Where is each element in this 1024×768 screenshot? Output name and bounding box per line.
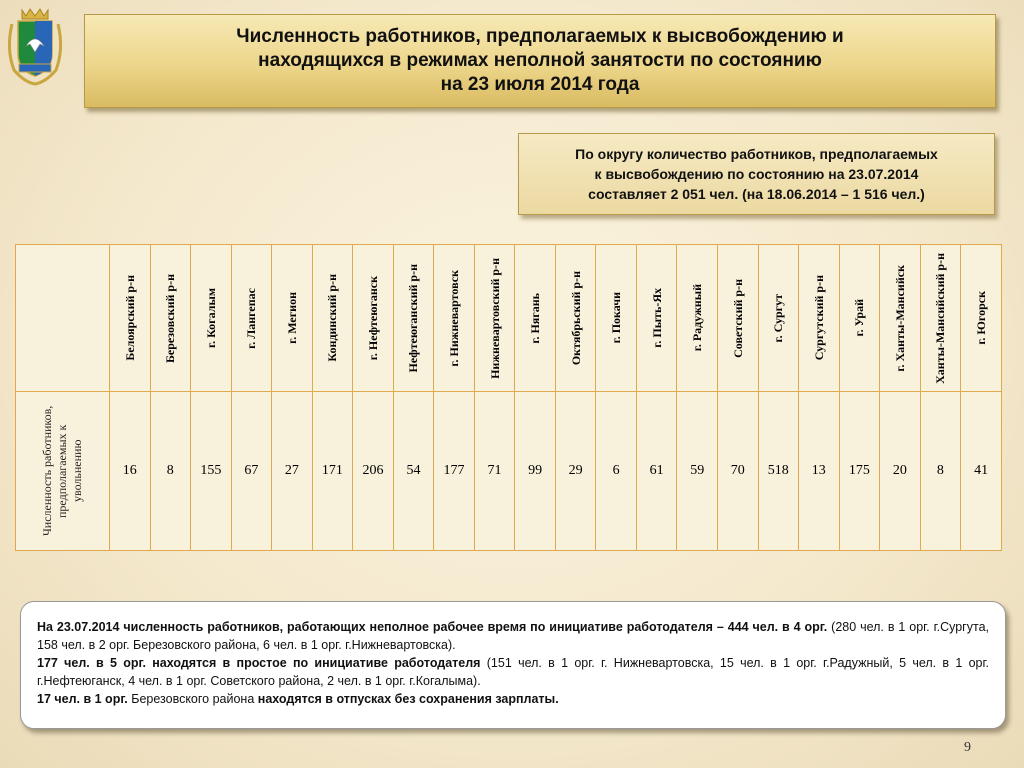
note-2-text: (151 чел. в 1 орг. г. Нижневартовска, 15 чел. в 1 орг. г.Радужный, 5 чел. в 1 орг. г.Нефтеюганск, 4 чел. в 1 орг. Советского района, 2 чел. в 1 орг. г.Когалыма). <box>37 656 989 688</box>
column-header-label: г. Пыть-Ях <box>649 288 664 348</box>
column-header <box>474 245 515 392</box>
table-cell: 99 <box>515 392 556 551</box>
header-corner-cell <box>16 245 110 392</box>
title-line-2: находящихся в режимах неполной занятости по состоянию <box>258 50 822 71</box>
table-cell: 67 <box>231 392 272 551</box>
note-1-text: (280 чел. в 1 орг. г.Сургута, 158 чел. в 2 орг. Березовского района, 6 чел. в 1 орг. г.Нижневартовска). <box>37 620 989 652</box>
column-header <box>272 245 313 392</box>
column-header-label: г. Нягань <box>528 292 543 344</box>
table-cell: 175 <box>839 392 880 551</box>
column-header-label: г. Сургут <box>771 293 786 343</box>
note-paragraph-1 <box>37 618 989 654</box>
summary-callout <box>518 133 995 215</box>
note-1-bold: На 23.07.2014 численность работников, работающих неполное рабочее время по инициативе работодателя – 444 чел. в 4 орг. <box>37 620 828 634</box>
summary-line-2: к высвобождению по состоянию на 23.07.2014 <box>594 166 919 182</box>
table-cell: 70 <box>717 392 758 551</box>
note-2-bold: 177 чел. в 5 орг. находятся в простое по инициативе работодателя <box>37 656 481 670</box>
table-cell: 8 <box>920 392 961 551</box>
dismissal-table <box>15 244 1002 551</box>
column-header-label: Советский р-н <box>730 278 745 358</box>
note-3-bold-a: 17 чел. в 1 орг. <box>37 692 128 706</box>
note-3-bold-b: находятся в отпусках без сохранения зарплаты. <box>257 692 559 706</box>
column-header-label: г. Урай <box>852 299 867 337</box>
column-header <box>393 245 434 392</box>
table-cell: 13 <box>799 392 840 551</box>
table-cell: 29 <box>555 392 596 551</box>
slide-title <box>84 14 996 108</box>
column-header-label: Нижневартовский р-н <box>487 257 502 379</box>
summary-line-1: По округу количество работников, предполагаемых <box>575 146 938 162</box>
column-header-label: Белоярский р-н <box>122 275 137 361</box>
title-line-1: Численность работников, предполагаемых к высвобождению и <box>236 26 844 47</box>
column-header <box>596 245 637 392</box>
column-header <box>150 245 191 392</box>
table-cell: 41 <box>961 392 1002 551</box>
column-header-label: Кондинский р-н <box>325 274 340 362</box>
table-row <box>16 392 1002 551</box>
table-cell: 20 <box>880 392 921 551</box>
column-header-label: Березовский р-н <box>163 273 178 363</box>
table-cell: 155 <box>191 392 232 551</box>
column-header <box>110 245 151 392</box>
column-header-label: Нефтеюганский р-н <box>406 263 421 373</box>
column-header <box>636 245 677 392</box>
table-cell: 177 <box>434 392 475 551</box>
row-label: Численность работников, предполагаемых к увольнению <box>40 405 84 537</box>
column-header-label: г. Ханты-Мансийск <box>892 264 907 372</box>
notes-panel <box>20 601 1006 729</box>
table-cell: 16 <box>110 392 151 551</box>
column-header-label: Октябрьский р-н <box>568 270 583 366</box>
table-cell: 518 <box>758 392 799 551</box>
column-header <box>839 245 880 392</box>
column-header-label: Сургутский р-н <box>811 275 826 361</box>
note-3-text: Березовского района <box>127 692 258 706</box>
column-header-label: г. Югорск <box>974 291 989 345</box>
column-header <box>799 245 840 392</box>
column-header-label: г. Нефтеюганск <box>365 275 380 361</box>
column-header <box>961 245 1002 392</box>
table-cell: 54 <box>393 392 434 551</box>
column-header-label: г. Когалым <box>203 287 218 349</box>
page-number: 9 <box>964 740 971 755</box>
column-header <box>231 245 272 392</box>
note-paragraph-3 <box>37 690 989 708</box>
column-header <box>353 245 394 392</box>
column-header-label: г. Нижневартовск <box>447 269 462 367</box>
column-header <box>191 245 232 392</box>
table-cell: 59 <box>677 392 718 551</box>
row-label-cell <box>16 392 110 551</box>
table-header-row <box>16 245 1002 392</box>
column-header <box>677 245 718 392</box>
note-paragraph-2 <box>37 654 989 690</box>
table-cell: 71 <box>474 392 515 551</box>
summary-line-3: составляет 2 051 чел. (на 18.06.2014 – 1 516 чел.) <box>588 186 925 202</box>
column-header <box>758 245 799 392</box>
coat-of-arms-emblem <box>4 4 66 86</box>
column-header-label: г. Мегион <box>284 292 299 344</box>
column-header-label: г. Радужный <box>690 284 705 352</box>
table-cell: 6 <box>596 392 637 551</box>
column-header <box>880 245 921 392</box>
table-cell: 171 <box>312 392 353 551</box>
table-cell: 206 <box>353 392 394 551</box>
table-cell: 27 <box>272 392 313 551</box>
column-header <box>920 245 961 392</box>
column-header <box>717 245 758 392</box>
column-header <box>312 245 353 392</box>
column-header <box>515 245 556 392</box>
title-line-3: на 23 июля 2014 года <box>440 74 640 95</box>
column-header <box>434 245 475 392</box>
column-header-label: Ханты-Мансийский р-н <box>933 252 948 384</box>
table-cell: 61 <box>636 392 677 551</box>
column-header <box>555 245 596 392</box>
table-cell: 8 <box>150 392 191 551</box>
column-header-label: г. Лангепас <box>244 287 259 349</box>
column-header-label: г. Покачи <box>609 292 624 344</box>
